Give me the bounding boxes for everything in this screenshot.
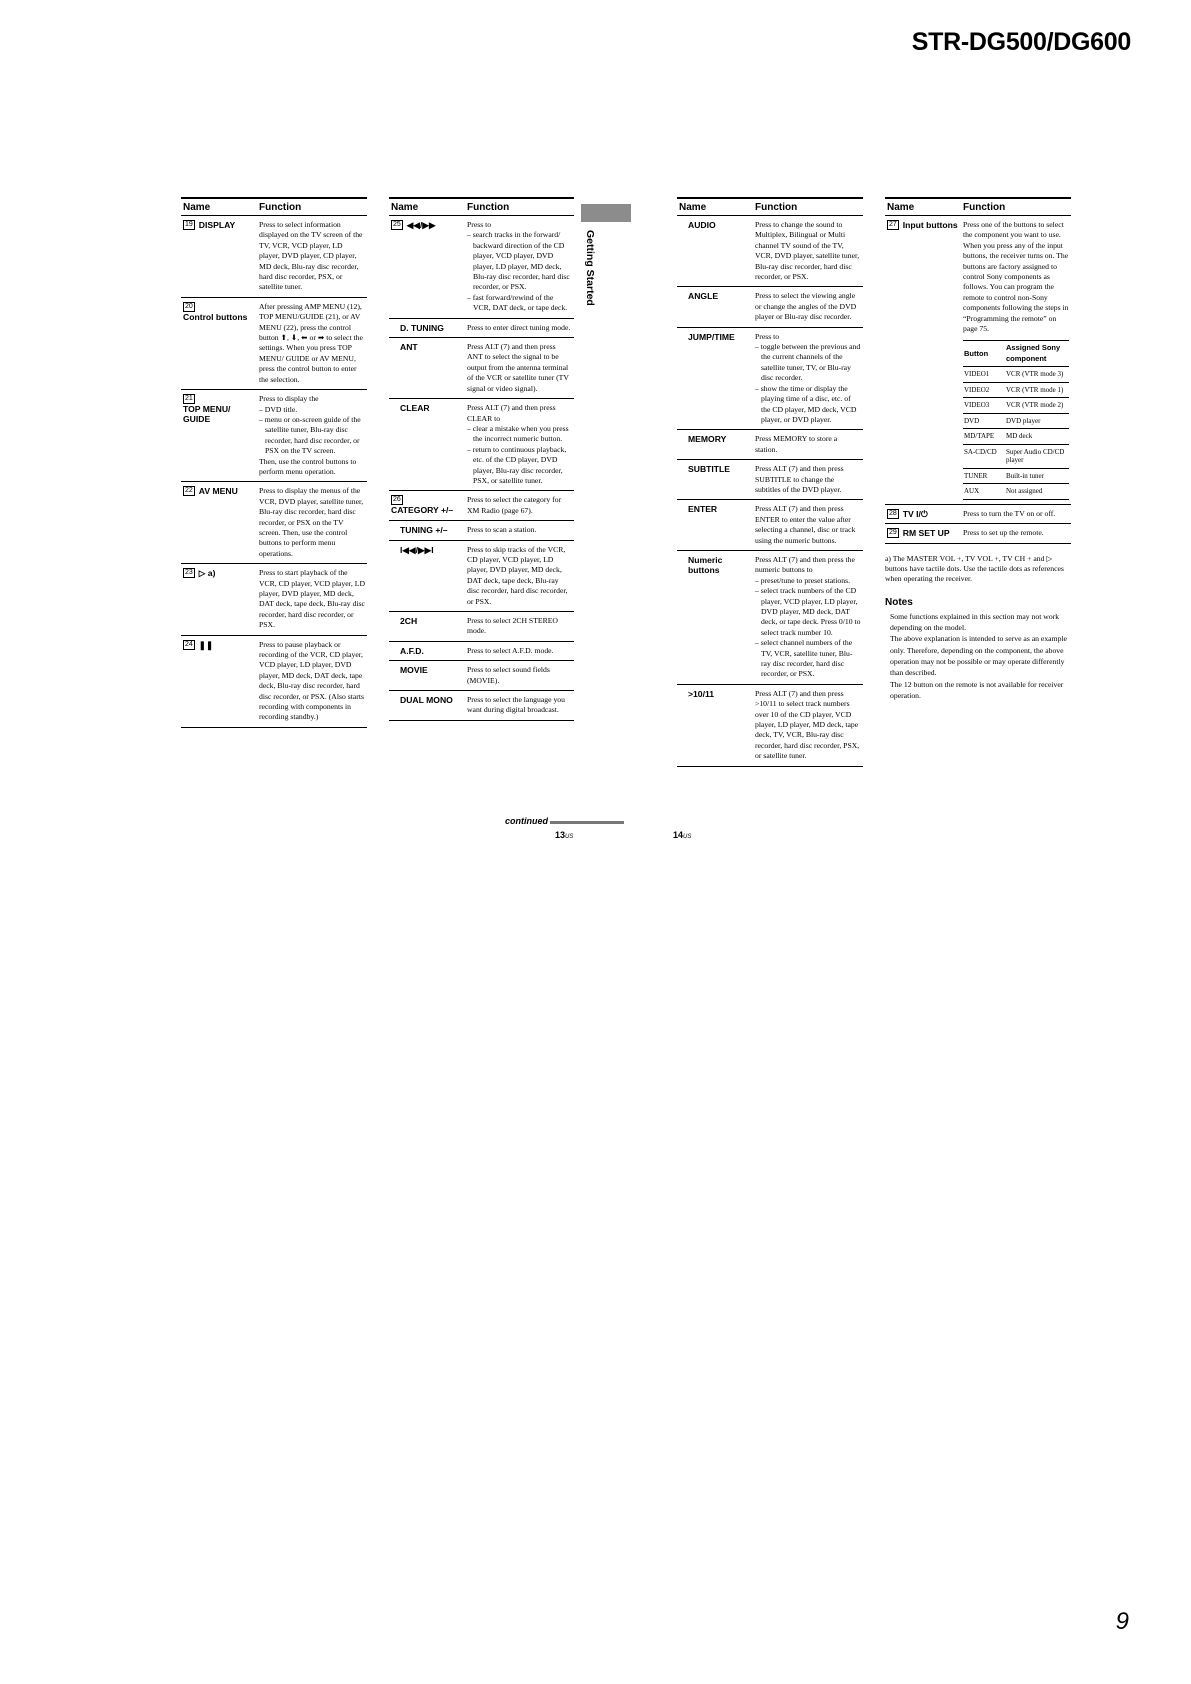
function-line: Press to select the language you want during digital broadcast. <box>467 695 565 715</box>
function-table-1 <box>181 197 367 728</box>
function-cell <box>753 460 863 500</box>
column-3 <box>677 197 863 767</box>
button-name-cell <box>389 216 465 319</box>
page-number: 9 <box>1115 1608 1129 1635</box>
button-name: MEMORY <box>688 434 727 445</box>
button-name: Input buttons <box>902 220 958 230</box>
function-line: – return to continuous playback, etc. of the CD player, DVD player, Blu-ray disc recorder, PSX, or satellite tuner. <box>467 444 567 485</box>
folio-number: 14 <box>673 830 684 840</box>
column-1 <box>181 197 367 728</box>
button-name-cell <box>677 684 753 766</box>
model-title: STR-DG500/DG600 <box>911 28 1131 56</box>
header-name: Name <box>677 198 753 216</box>
button-name: ❚❚ <box>198 639 214 650</box>
table-row <box>389 540 574 611</box>
function-line: Press to display the <box>259 394 319 404</box>
assignment-button: MD/TAPE <box>963 429 1005 445</box>
button-name-cell <box>677 460 753 500</box>
item-number: 26 <box>393 496 401 504</box>
table-row <box>677 287 863 327</box>
folio-right <box>673 830 691 840</box>
button-name-cell <box>677 550 753 684</box>
button-name: D. TUNING <box>400 322 444 333</box>
button-name-cell <box>389 661 465 691</box>
table-row <box>885 524 1071 543</box>
folio-suffix: US <box>683 834 692 840</box>
folio-suffix: US <box>565 834 574 840</box>
button-name-cell <box>389 691 465 721</box>
table-row <box>181 564 367 635</box>
function-line: After pressing AMP MENU (12), TOP MENU/GUIDE (21), or AV MENU (22), press the control button ⬆, ⬇, ⬅ or ➡ to select the settings. When you press TOP MENU/ GUIDE or AV MENU, press the control button to enter the selection. <box>259 301 363 384</box>
function-line: Press ALT (7) and then press CLEAR to <box>467 403 556 423</box>
table-row <box>181 297 367 389</box>
function-line: Press to enter direct tuning mode. <box>467 322 571 332</box>
function-line: Press MEMORY to store a station. <box>755 434 838 454</box>
continued-rule <box>550 821 624 824</box>
function-cell <box>465 612 574 642</box>
function-line: Press to select 2CH STEREO mode. <box>467 616 558 636</box>
button-name: TUNING +/– <box>400 525 448 536</box>
function-cell <box>257 635 367 727</box>
button-name-cell <box>181 482 257 564</box>
function-cell <box>465 540 574 611</box>
continued-label: continued <box>505 816 548 826</box>
button-name: Control buttons <box>183 311 248 322</box>
function-line: Press to start playback of the VCR, CD player, VCD player, LD player, DVD player, MD deck, DAT deck, tape deck, Blu-ray disc recorder, hard disc recorder, or PSX. <box>259 568 365 630</box>
assignment-button: TUNER <box>963 468 1005 484</box>
button-name: CLEAR <box>400 403 430 414</box>
function-cell <box>465 491 574 521</box>
button-name: A.F.D. <box>400 645 424 656</box>
header-function: Function <box>465 198 574 216</box>
table-row <box>389 641 574 660</box>
button-name-cell <box>677 430 753 460</box>
button-name-cell <box>389 399 465 491</box>
assignment-row <box>963 382 1069 398</box>
folio-left <box>555 830 573 840</box>
button-name-cell <box>677 216 753 287</box>
function-cell <box>753 216 863 287</box>
function-line: – DVD title. <box>259 404 298 414</box>
button-name-cell <box>181 635 257 727</box>
button-name-cell <box>677 500 753 551</box>
table-row <box>389 491 574 521</box>
function-line: Press to select information displayed on the TV screen of the TV, VCR, VCD player, LD player, DVD player, CD player, MD deck, Blu-ray disc recorder, hard disc recorder, PSX, or satellite tuner. <box>259 220 363 292</box>
assignment-component: MD deck <box>1005 429 1069 445</box>
table-row <box>389 338 574 399</box>
table-row <box>677 500 863 551</box>
table-row <box>677 216 863 287</box>
button-name: DUAL MONO <box>400 695 453 706</box>
function-text: Press one of the buttons to select the component you want to use. When you press any of the input buttons, the receiver turns on. The buttons are factory assigned to control Sony components as follows. You can program the remote to control non-Sony components following the steps in “Programming the remote” on page 75. <box>963 220 1069 334</box>
button-name-cell <box>389 641 465 660</box>
function-line: Press ALT (7) and then press >10/11 to select track numbers over 10 of the CD player, VCD player, LD player, MD deck, tape deck, TV, VCR, Blu-ray disc recorder, hard disc recorder, PSX, or satellite tuner. <box>755 688 860 761</box>
function-line: Press to select sound fields (MOVIE). <box>467 665 550 685</box>
function-line: – clear a mistake when you press the incorrect numeric button. <box>467 423 569 444</box>
assignment-button: VIDEO3 <box>963 398 1005 414</box>
assignment-row <box>963 367 1069 383</box>
button-name-cell <box>885 216 961 505</box>
function-cell <box>465 641 574 660</box>
function-line: – toggle between the previous and the current channels of the satellite tuner, TV, or Blu-ray disc recorder. <box>755 342 861 383</box>
function-line: Press to select the category for XM Radio (page 67). <box>467 495 562 515</box>
function-cell <box>753 684 863 766</box>
column-2 <box>389 197 574 721</box>
assignment-component: VCR (VTR mode 3) <box>1005 367 1069 383</box>
header-function: Function <box>257 198 367 216</box>
button-name: TOP MENU/ GUIDE <box>183 404 231 425</box>
table-row <box>677 684 863 766</box>
function-line: Then, use the control buttons to perform menu operation. <box>259 456 357 476</box>
assignment-component: Not assigned <box>1005 484 1069 500</box>
function-cell <box>257 297 367 389</box>
table-row <box>181 216 367 298</box>
assignment-component: DVD player <box>1005 413 1069 429</box>
table-row <box>389 216 574 319</box>
function-line: Press ALT (7) and then press the numeric buttons to <box>755 554 855 575</box>
item-number: 20 <box>185 302 193 310</box>
button-name: TV I/⏻ <box>902 508 928 519</box>
header-name: Name <box>885 198 961 216</box>
button-name-cell <box>181 564 257 635</box>
button-name: ◀◀/▶▶ <box>406 220 436 230</box>
assignment-row <box>963 429 1069 445</box>
button-name: JUMP/TIME <box>688 331 735 342</box>
assignment-component: VCR (VTR mode 2) <box>1005 398 1069 414</box>
function-cell <box>257 216 367 298</box>
function-line: – fast forward/rewind of the VCR, DAT deck, or tape deck. <box>467 292 568 313</box>
inner-header-button: Button <box>963 341 1005 367</box>
item-number: 29 <box>889 529 897 537</box>
button-name-cell <box>885 524 961 543</box>
function-line: – show the time or display the playing time of a disc, etc. of the CD player, MD deck, VCD player, or DVD player. <box>755 383 857 424</box>
button-name: 2CH <box>400 616 418 626</box>
function-cell <box>257 482 367 564</box>
note-item: The above explanation is intended to serve as an example only. Therefore, depending on the component, the above operation may not be possible or may operate differently than described. <box>890 634 1067 678</box>
item-number: 28 <box>889 509 897 517</box>
assignment-button: VIDEO2 <box>963 382 1005 398</box>
table-row <box>181 390 367 482</box>
table-row <box>389 661 574 691</box>
assignment-button: SA-CD/CD <box>963 444 1005 468</box>
table-row <box>885 504 1071 523</box>
table-row <box>677 327 863 430</box>
button-name: I◀◀/▶▶I <box>400 544 434 555</box>
table-row <box>677 460 863 500</box>
function-table-4 <box>885 197 1071 544</box>
function-line: Press ALT (7) and then press ANT to select the signal to be output from the antenna terminal of the VCR or satellite tuner (TV signal or video signal). <box>467 342 569 393</box>
function-table-3 <box>677 197 863 767</box>
assignment-button: VIDEO1 <box>963 367 1005 383</box>
assignment-table <box>963 340 1069 499</box>
table-row <box>885 216 1071 505</box>
function-cell <box>465 216 574 319</box>
function-line: Press ALT (7) and then press ENTER to enter the value after selecting a channel, disc or track using the numeric buttons. <box>755 504 856 545</box>
header-function: Function <box>961 198 1071 216</box>
function-line: Press to select the viewing angle or change the angles of the DVD player or Blu-ray disc recorder. <box>755 291 857 322</box>
assignment-row <box>963 413 1069 429</box>
button-name: AUDIO <box>688 220 716 230</box>
function-cell <box>753 550 863 684</box>
function-line: Press to display the menus of the VCR, DVD player, satellite tuner, Blu-ray disc recorder, hard disc recorder, or PSX on the TV screen. Then, use the control buttons to perform menu operations. <box>259 486 364 558</box>
table-row <box>677 550 863 684</box>
table-row <box>677 430 863 460</box>
button-name-cell <box>885 504 961 523</box>
button-name: SUBTITLE <box>688 464 731 475</box>
item-number: 24 <box>185 640 193 648</box>
button-name-cell <box>389 521 465 540</box>
item-number: 27 <box>889 221 897 228</box>
table-row <box>389 612 574 642</box>
header-name: Name <box>181 198 257 216</box>
item-number: 21 <box>185 395 193 403</box>
column-4 <box>885 197 1071 701</box>
item-number: 22 <box>185 487 193 495</box>
function-cell <box>465 691 574 721</box>
button-name-cell <box>389 318 465 337</box>
table-row <box>181 482 367 564</box>
function-cell <box>753 287 863 327</box>
note-item: Some functions explained in this section may not work depending on the model. <box>890 611 1060 633</box>
button-name-cell <box>181 216 257 298</box>
function-cell <box>753 430 863 460</box>
button-name-cell <box>389 491 465 521</box>
function-line: – select track numbers of the CD player, VCD player, LD player, DVD player, MD deck, DAT deck, or tape deck. Press 0/10 to select track number 10. <box>755 586 861 637</box>
function-line: Press to <box>467 220 492 229</box>
function-cell <box>465 661 574 691</box>
function-cell <box>465 521 574 540</box>
function-cell <box>465 338 574 399</box>
notes-heading: Notes <box>885 596 913 608</box>
assignment-component: Super Audio CD/CD player <box>1005 444 1069 468</box>
function-line: – menu or on-screen guide of the satellite tuner, Blu-ray disc recorder, hard disc recorder, or PSX on the TV screen. <box>259 414 361 456</box>
button-name: MOVIE <box>400 665 428 676</box>
function-cell <box>961 216 1071 505</box>
table-row <box>181 635 367 727</box>
function-line: Press to skip tracks of the VCR, CD player, VCD player, LD player, DVD player, MD deck, DAT deck, tape deck, Blu-ray disc recorder, hard disc recorder, or PSX. <box>467 544 568 606</box>
header-name: Name <box>389 198 465 216</box>
button-name-cell <box>677 287 753 327</box>
assignment-component: VCR (VTR mode 1) <box>1005 382 1069 398</box>
button-name: AV MENU <box>198 486 238 497</box>
function-line: Press ALT (7) and then press SUBTITLE to change the subtitles of the DVD player. <box>755 464 844 494</box>
section-tab-label: Getting Started <box>584 230 596 306</box>
button-name-cell <box>181 390 257 482</box>
function-cell <box>465 399 574 491</box>
table-row <box>389 691 574 721</box>
button-name-cell <box>389 338 465 399</box>
button-name: ANT <box>400 342 418 353</box>
table-row <box>389 399 574 491</box>
function-line: Press to change the sound to Multiplex, Bilingual or Multi channel TV sound of the TV, VCR, DVD player, satellite tuner, Blu-ray disc recorder, hard disc recorder, or PSX. <box>755 220 860 282</box>
section-tab-bar <box>581 204 631 222</box>
function-line: Press to select A.F.D. mode. <box>467 645 554 655</box>
button-name: ANGLE <box>688 291 719 302</box>
footnote: a) The MASTER VOL +, TV VOL +, TV CH + and ▷ buttons have tactile dots. Use the tactile dots as references when operating the receiver. <box>885 553 1064 584</box>
assignment-row <box>963 484 1069 500</box>
function-line: – search tracks in the forward/ backward direction of the CD player, VCD player, DVD player, LD player, MD deck, Blu-ray disc recorder, hard disc recorder, or PSX. <box>467 230 570 292</box>
assignment-row <box>963 468 1069 484</box>
function-line: – select channel numbers of the TV, VCR, satellite tuner, Blu-ray disc recorder, hard disc recorder, or PSX. <box>755 638 853 679</box>
assignment-component: Built-in tuner <box>1005 468 1069 484</box>
function-cell <box>257 390 367 482</box>
button-name: DISPLAY <box>198 220 236 230</box>
button-name: ENTER <box>688 504 718 515</box>
assignment-button: DVD <box>963 413 1005 429</box>
folio-number: 13 <box>555 830 566 840</box>
function-cell <box>753 327 863 430</box>
assignment-row <box>963 398 1069 414</box>
button-name: RM SET UP <box>902 528 950 539</box>
item-number: 25 <box>393 221 401 228</box>
button-name-cell <box>181 297 257 389</box>
function-text: Press to set up the remote. <box>961 524 1071 543</box>
button-name: CATEGORY +/– <box>391 505 454 516</box>
item-number: 23 <box>185 569 193 577</box>
button-name: ▷ a) <box>198 568 216 579</box>
button-name-cell <box>677 327 753 430</box>
button-name: Numeric buttons <box>688 554 723 575</box>
notes-list <box>885 611 1071 701</box>
function-cell <box>257 564 367 635</box>
function-line: – preset/tune to preset stations. <box>755 575 851 585</box>
function-table-2 <box>389 197 574 721</box>
note-item: The 12 button on the remote is not available for receiver operation. <box>890 679 1064 700</box>
item-number: 19 <box>185 221 193 228</box>
function-cell <box>465 318 574 337</box>
table-row <box>389 521 574 540</box>
function-line: Press to <box>755 331 780 341</box>
button-name-cell <box>389 540 465 611</box>
header-function: Function <box>753 198 863 216</box>
button-name: >10/11 <box>688 688 715 699</box>
inner-header-component: Assigned Sony component <box>1005 341 1069 367</box>
assignment-button: AUX <box>963 484 1005 500</box>
function-cell <box>753 500 863 551</box>
assignment-row <box>963 444 1069 468</box>
function-line: Press to scan a station. <box>467 525 537 535</box>
function-line: Press to pause playback or recording of the VCR, CD player, VCD player, LD player, DVD player, MD deck, DAT deck, tape deck, Blu-ray disc recorder, hard disc recorder, or PSX. (Also starts recording with components in recording standby.) <box>259 639 364 722</box>
table-row <box>389 318 574 337</box>
function-text: Press to turn the TV on or off. <box>961 504 1071 523</box>
button-name-cell <box>389 612 465 642</box>
